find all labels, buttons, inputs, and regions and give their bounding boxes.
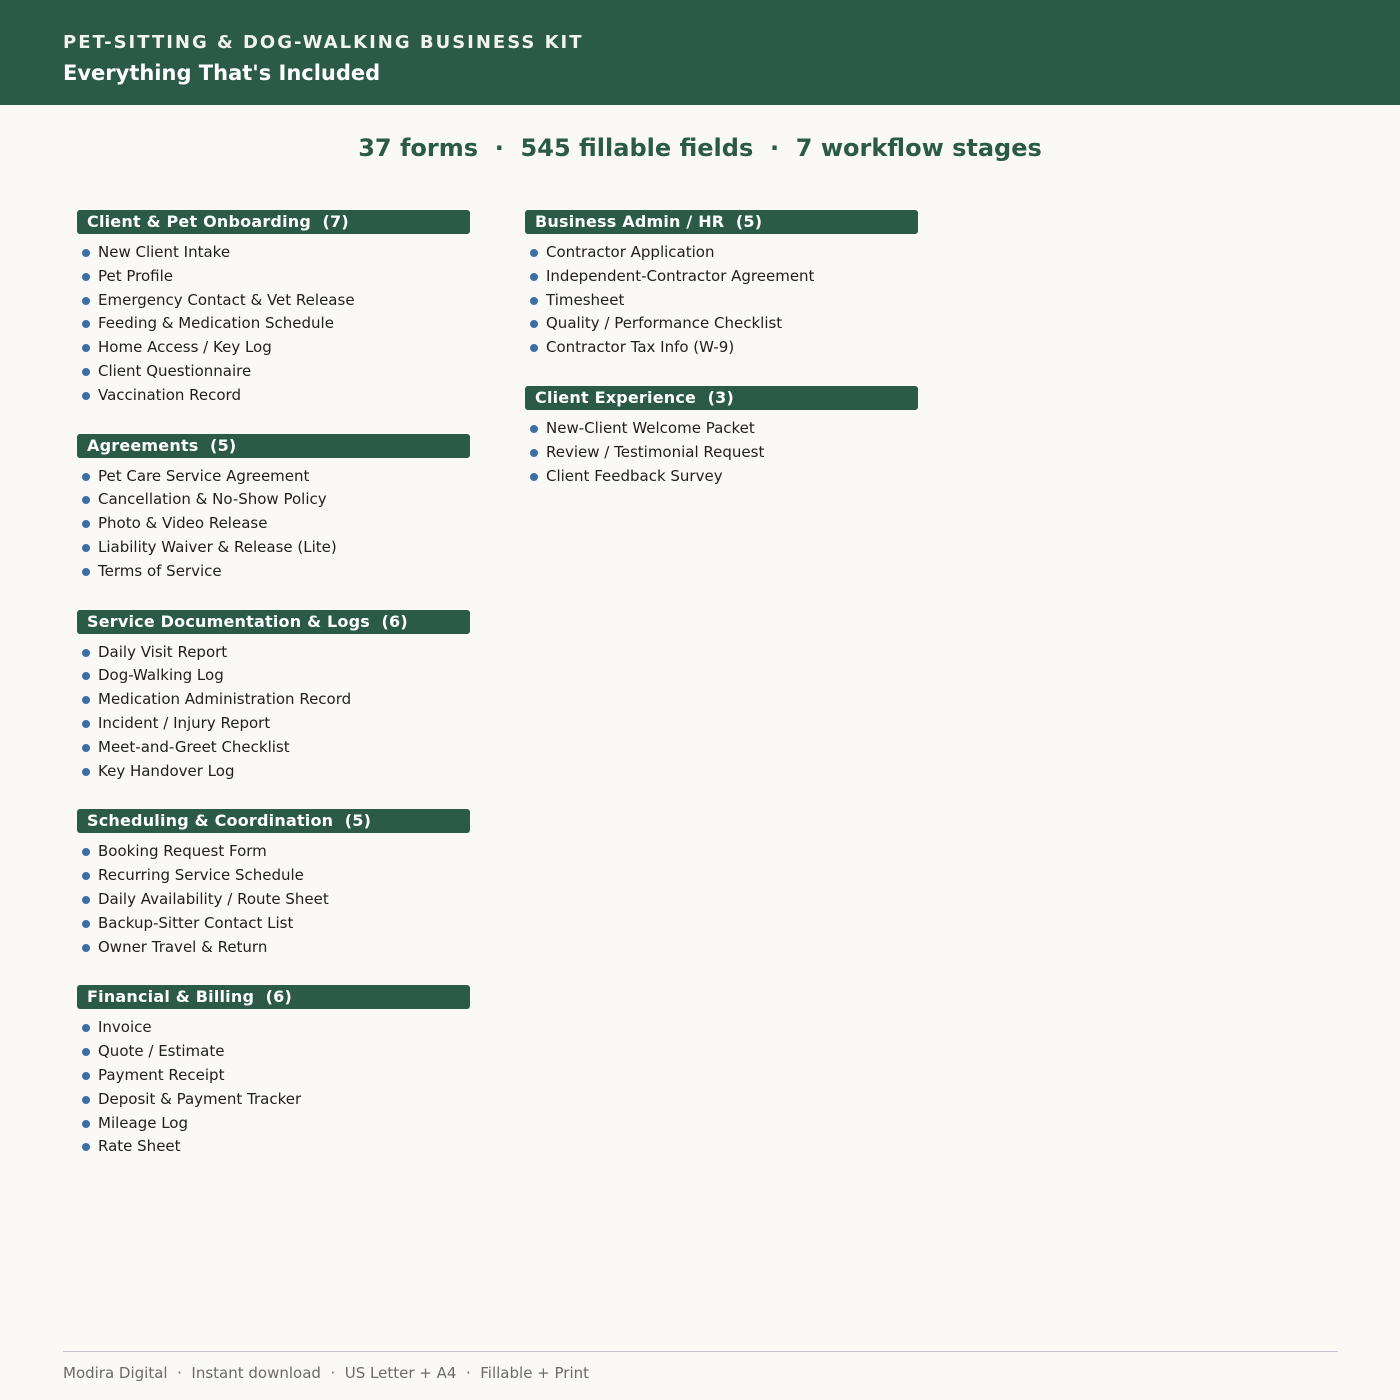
list-item xyxy=(77,336,470,360)
list-item xyxy=(525,289,918,313)
bullet-dot-icon xyxy=(82,944,90,952)
summary-stats: 37 forms · 545 fillable fields · 7 workflow stages xyxy=(358,134,1042,162)
form-list xyxy=(525,241,918,360)
category-heading: Scheduling & Coordination (5) xyxy=(77,809,470,833)
category-heading: Agreements (5) xyxy=(77,434,470,458)
form-name: Rate Sheet xyxy=(98,1137,181,1156)
form-name: Backup-Sitter Contact List xyxy=(98,913,294,932)
form-list xyxy=(525,417,918,488)
form-name: Independent-Contractor Agreement xyxy=(546,266,815,285)
bullet-dot-icon xyxy=(530,473,538,481)
header-banner xyxy=(0,0,1400,105)
form-name: Meet-and-Greet Checklist xyxy=(98,737,290,756)
form-list xyxy=(77,465,470,584)
form-name: New Client Intake xyxy=(98,243,231,261)
bullet-dot-icon xyxy=(530,320,538,328)
form-name: Client Feedback Survey xyxy=(546,466,723,485)
list-item xyxy=(77,712,470,736)
category-heading: Client & Pet Onboarding (7) xyxy=(77,210,470,234)
bullet-dot-icon xyxy=(82,1048,90,1056)
category-section xyxy=(77,210,470,408)
form-name: Daily Availability / Route Sheet xyxy=(98,889,329,908)
bullet-dot-icon xyxy=(82,848,90,856)
category-section xyxy=(77,809,470,959)
form-name: Dog-Walking Log xyxy=(98,666,224,685)
bullet-dot-icon xyxy=(82,1072,90,1080)
list-item xyxy=(77,360,470,384)
category-heading: Business Admin / HR (5) xyxy=(525,210,918,234)
form-name: Contractor Tax Info (W-9) xyxy=(546,338,735,357)
bullet-dot-icon xyxy=(82,1024,90,1032)
bullet-dot-icon xyxy=(530,425,538,433)
list-item xyxy=(525,441,918,465)
form-name: New-Client Welcome Packet xyxy=(546,418,755,437)
list-item xyxy=(525,465,918,489)
bullet-dot-icon xyxy=(82,920,90,928)
form-name: Pet Profile xyxy=(98,266,174,285)
list-item xyxy=(77,936,470,960)
kit-name: PET-SITTING & DOG-WALKING BUSINESS KIT xyxy=(63,32,584,53)
bullet-dot-icon xyxy=(82,872,90,880)
form-name: Deposit & Payment Tracker xyxy=(98,1089,302,1108)
category-section xyxy=(77,610,470,784)
list-item xyxy=(525,312,918,336)
form-name: Terms of Service xyxy=(98,561,222,580)
bullet-dot-icon xyxy=(82,744,90,752)
form-name: Invoice xyxy=(98,1018,152,1037)
form-list xyxy=(77,1016,470,1159)
list-item xyxy=(77,1135,470,1159)
form-name: Cancellation & No-Show Policy xyxy=(98,490,327,509)
form-name: Photo & Video Release xyxy=(98,514,268,533)
bullet-dot-icon xyxy=(82,1096,90,1104)
form-list xyxy=(77,641,470,784)
form-name: Emergency Contact & Vet Release xyxy=(98,290,355,309)
form-name: Pet Care Service Agreement xyxy=(98,466,310,485)
list-item xyxy=(77,1112,470,1136)
list-item xyxy=(77,488,470,512)
list-item xyxy=(525,417,918,441)
category-section xyxy=(77,985,470,1159)
bullet-dot-icon xyxy=(82,896,90,904)
list-item xyxy=(77,840,470,864)
list-item xyxy=(77,265,470,289)
form-list xyxy=(77,241,470,408)
bullet-dot-icon xyxy=(82,496,90,504)
list-item xyxy=(77,536,470,560)
form-name: Key Handover Log xyxy=(98,761,235,780)
form-name: Vaccination Record xyxy=(98,385,241,404)
form-name: Contractor Application xyxy=(546,243,715,261)
bullet-dot-icon xyxy=(530,273,538,281)
form-name: Medication Administration Record xyxy=(98,690,352,709)
form-name: Payment Receipt xyxy=(98,1065,225,1084)
list-item xyxy=(77,512,470,536)
list-item xyxy=(77,760,470,784)
list-item xyxy=(77,1088,470,1112)
bullet-dot-icon xyxy=(82,344,90,352)
form-name: Daily Visit Report xyxy=(98,642,228,661)
list-item xyxy=(77,641,470,665)
category-section xyxy=(525,210,918,360)
list-item xyxy=(77,289,470,313)
bullet-dot-icon xyxy=(530,344,538,352)
bullet-dot-icon xyxy=(82,297,90,305)
list-item xyxy=(77,912,470,936)
form-list xyxy=(77,840,470,959)
list-item xyxy=(77,1016,470,1040)
list-item xyxy=(77,241,470,265)
form-name: Feeding & Medication Schedule xyxy=(98,314,334,333)
bullet-dot-icon xyxy=(82,273,90,281)
bullet-dot-icon xyxy=(530,297,538,305)
category-heading: Service Documentation & Logs (6) xyxy=(77,610,470,634)
form-name: Timesheet xyxy=(546,290,625,309)
form-name: Owner Travel & Return xyxy=(98,937,268,956)
bullet-dot-icon xyxy=(82,649,90,657)
list-item xyxy=(77,384,470,408)
form-name: Recurring Service Schedule xyxy=(98,866,304,885)
form-name: Mileage Log xyxy=(98,1113,189,1132)
form-name: Home Access / Key Log xyxy=(98,338,272,357)
footer-text: Modira Digital · Instant download · US Letter + A4 · Fillable + Print xyxy=(63,1364,590,1382)
bullet-dot-icon xyxy=(82,768,90,776)
list-item xyxy=(77,1064,470,1088)
category-section xyxy=(525,386,918,488)
form-name: Liability Waiver & Release (Lite) xyxy=(98,537,337,556)
form-name: Incident / Injury Report xyxy=(98,713,271,732)
category-heading: Financial & Billing (6) xyxy=(77,985,470,1009)
form-name: Quality / Performance Checklist xyxy=(546,314,783,333)
bullet-dot-icon xyxy=(82,320,90,328)
bullet-dot-icon xyxy=(82,249,90,257)
list-item xyxy=(77,664,470,688)
bullet-dot-icon xyxy=(82,1120,90,1128)
bullet-dot-icon xyxy=(82,1143,90,1151)
list-item xyxy=(525,336,918,360)
category-section xyxy=(77,434,470,584)
bullet-dot-icon xyxy=(530,249,538,257)
bullet-dot-icon xyxy=(82,368,90,376)
list-item xyxy=(77,864,470,888)
right-column xyxy=(525,210,918,514)
form-name: Review / Testimonial Request xyxy=(546,442,765,461)
form-name: Quote / Estimate xyxy=(98,1042,225,1061)
form-name: Client Questionnaire xyxy=(98,361,252,380)
bullet-dot-icon xyxy=(530,449,538,457)
left-column xyxy=(77,210,470,1185)
list-item xyxy=(77,312,470,336)
bullet-dot-icon xyxy=(82,696,90,704)
bullet-dot-icon xyxy=(82,473,90,481)
bullet-dot-icon xyxy=(82,568,90,576)
category-heading: Client Experience (3) xyxy=(525,386,918,410)
list-item xyxy=(77,888,470,912)
list-item xyxy=(525,241,918,265)
list-item xyxy=(525,265,918,289)
bullet-dot-icon xyxy=(82,544,90,552)
form-name: Booking Request Form xyxy=(98,842,267,861)
bullet-dot-icon xyxy=(82,392,90,400)
list-item xyxy=(77,560,470,584)
bullet-dot-icon xyxy=(82,520,90,528)
footer-divider xyxy=(63,1351,1338,1352)
page-title: Everything That's Included xyxy=(63,61,381,85)
list-item xyxy=(77,1040,470,1064)
bullet-dot-icon xyxy=(82,672,90,680)
list-item xyxy=(77,465,470,489)
list-item xyxy=(77,736,470,760)
list-item xyxy=(77,688,470,712)
bullet-dot-icon xyxy=(82,720,90,728)
